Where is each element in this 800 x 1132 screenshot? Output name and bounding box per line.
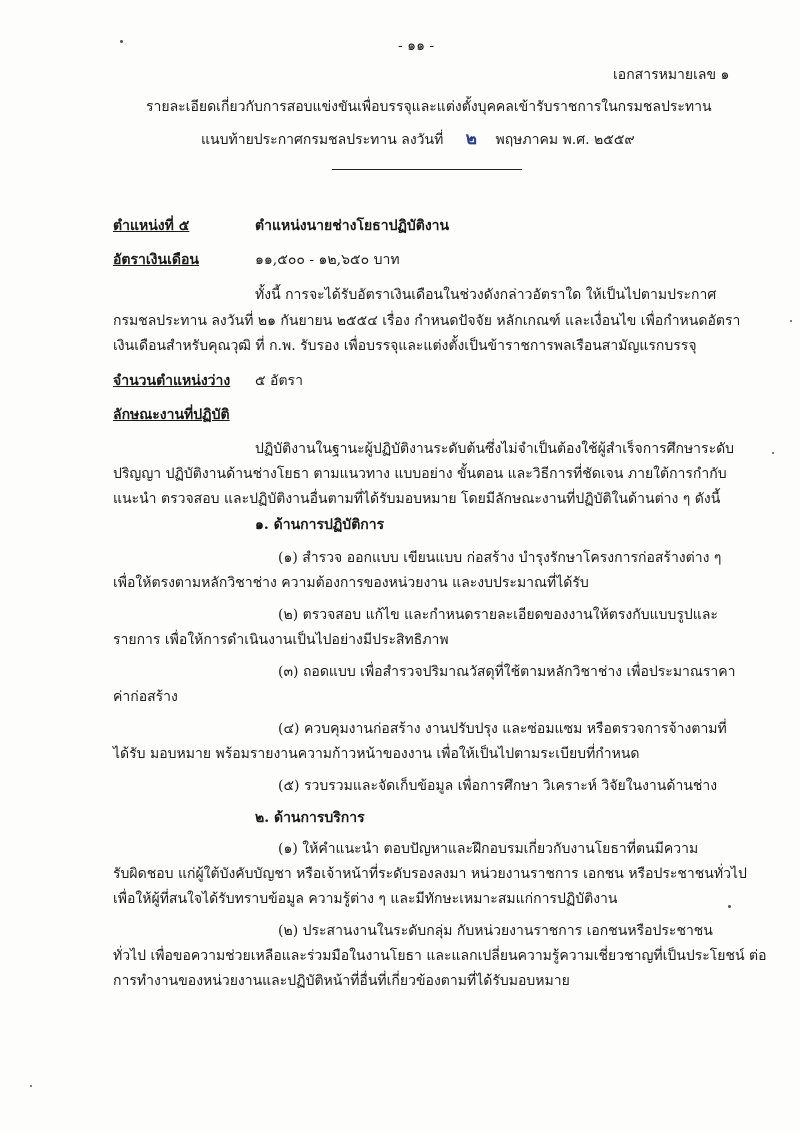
salary-note-line2: กรมชลประทาน ลงวันที่ ๒๑ กันยายน ๒๕๕๔ เรื่อง กำหนดปัจจัย หลักเกณฑ์ และเงื่อนไข เพื่อกำหนดอัตรา [113,313,741,329]
salary-note-line3: เงินเดือนสำหรับคุณวุฒิ ที่ ก.พ. รับรอง เพื่อบรรจุและแต่งตั้งเป็นข้าราชการพลเรือนสามัญแรกบรรจุ [113,338,697,354]
services-item-2-line2: ทั่วไป เพื่อขอความช่วยเหลือและร่วมมือในงานโยธา และแลกเปลี่ยนความรู้ความเชี่ยวชาญที่เป็นประโยชน์ ต่อ [113,948,767,964]
operations-item-2-line2: รายการ เพื่อให้การดำเนินงานเป็นไปอย่างมีประสิทธิภาพ [113,632,449,648]
scan-speck [772,452,774,454]
salary-note-line1: ทั้งนี้ การจะได้รับอัตราเงินเดือนในช่วงดังกล่าวอัตราใด ให้เป็นไปตามประกาศ [255,287,717,303]
scan-speck [120,40,123,43]
duties-intro-line1: ปฏิบัติงานในฐานะผู้ปฏิบัติงานระดับต้นซึ่งไม่จำเป็นต้องใช้ผู้สำเร็จการศึกษาระดับ [255,441,735,457]
operations-item-1-line2: เพื่อให้ตรงตามหลักวิชาช่าง ความต้องการของหน่วยงาน และงบประมาณที่ได้รับ [113,575,589,591]
services-item-1-line2: รับผิดชอบ แก่ผู้ใต้บังคับบัญชา หรือเจ้าหน้าที่ระดับรองลงมา หน่วยงานราชการ เอกชน หรือประชาชนทั่วไป [113,866,747,882]
document-title: รายละเอียดเกี่ยวกับการสอบแข่งขันเพื่อบรรจุและแต่งตั้งบุคคลเข้ารับราชการในกรมชลประทาน [146,99,712,115]
duties-label: ลักษณะงานที่ปฏิบัติ [113,407,230,423]
services-item-2-line1: (๒) ประสานงานในระดับกลุ่ม กับหน่วยงานราชการ เอกชนหรือประชาชน [278,923,713,939]
announcement-date-prefix: แนบท้ายประกาศกรมชลประทาน ลงวันที่ [201,132,444,148]
operations-item-3-line2: ค่าก่อสร้าง [113,689,178,705]
title-divider [332,169,522,170]
operations-item-5-line1: (๕) รวบรวมและจัดเก็บข้อมูล เพื่อการศึกษา วิเคราะห์ วิจัยในงานด้านช่าง [278,778,718,794]
scan-speck [790,320,792,322]
operations-item-4-line2: ได้รับ มอบหมาย พร้อมรายงานความก้าวหน้าของงาน เพื่อให้เป็นไปตามระเบียบที่กำหนด [113,746,640,762]
announcement-day: ๒ [465,129,478,149]
operations-item-2-line1: (๒) ตรวจสอบ แก้ไข และกำหนดรายละเอียดของงานให้ตรงกับแบบรูปและ [278,607,718,623]
vacancy-value: ๕ อัตรา [255,373,303,389]
document-label: เอกสารหมายเลข ๑ [613,67,730,83]
operations-item-3-line1: (๓) ถอดแบบ เพื่อสำรวจปริมาณวัสดุที่ใช้ตามหลักวิชาช่าง เพื่อประมาณราคา [278,664,736,680]
salary-value: ๑๑,๕๐๐ - ๑๒,๖๕๐ บาท [255,252,400,268]
position-label: ตำแหน่งที่ ๕ [113,218,190,234]
page-number: - ๑๑ - [398,38,435,54]
document-title-line2 [201,130,635,149]
duties-intro-line3: แนะนำ ตรวจสอบ และปฏิบัติงานอื่นตามที่ได้รับมอบหมาย โดยมีลักษณะงานที่ปฏิบัติในด้านต่าง ๆ ดังนี้ [113,491,721,507]
services-item-2-line3: การทำงานของหน่วยงานและปฏิบัติหน้าที่อื่นที่เกี่ยวข้องตามที่ได้รับมอบหมาย [113,973,570,989]
duties-intro-line2: ปริญญา ปฏิบัติงานด้านช่างโยธา ตามแนวทาง แบบอย่าง ขั้นตอน และวิธีการที่ชัดเจน ภายใต้การกำกับ [113,466,727,482]
position-value: ตำแหน่งนายช่างโยธาปฏิบัติงาน [255,218,450,234]
services-item-1-line1: (๑) ให้คำแนะนำ ตอบปัญหาและฝึกอบรมเกี่ยวกับงานโยธาที่ตนมีความ [278,841,699,857]
operations-item-4-line1: (๔) ควบคุมงานก่อสร้าง งานปรับปรุง และซ่อมแซม หรือตรวจการจ้างตามที่ [278,721,727,737]
vacancy-label: จำนวนตำแหน่งว่าง [113,373,231,389]
scan-speck [30,1085,32,1087]
operations-item-1-line1: (๑) สำรวจ ออกแบบ เขียนแบบ ก่อสร้าง บำรุงรักษาโครงการก่อสร้างต่าง ๆ [278,550,722,566]
scan-speck [728,905,731,908]
section-operations-title: ๑. ด้านการปฏิบัติการ [255,517,385,533]
section-services-title: ๒. ด้านการบริการ [255,810,365,826]
salary-label: อัตราเงินเดือน [113,252,199,268]
services-item-1-line3: เพื่อให้ผู้ที่สนใจได้รับทราบข้อมูล ความรู้ต่าง ๆ และมีทักษะเหมาะสมแก่การปฏิบัติงาน [113,891,618,907]
announcement-date-suffix: พฤษภาคม พ.ศ. ๒๕๕๙ [495,132,635,148]
